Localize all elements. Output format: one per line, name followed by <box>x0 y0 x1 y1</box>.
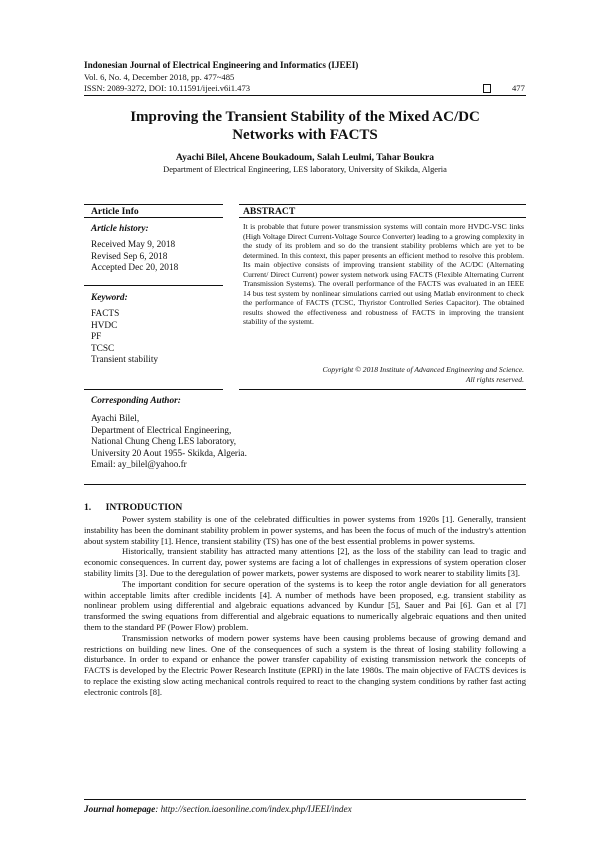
keyword-item: TCSC <box>91 343 115 354</box>
copyright <box>243 365 524 384</box>
abstract-text: It is probable that future power transmission systems will contain more HVDC-VSC links (High Voltage Direct Current-Voltage Source Converter) leading to a growing complexity in the study of its problem and so do the transient stability problems which are yet to be determined. In this context, this paper presents an efficient method to resolve this problem. Its main objective consists of improving transient stability of the AC/DC (Alternating Current/ Direct Current) power system network using FACTS (Flexible Alternating Current Transmission Systems). The overall performance of the FACTS was evaluated in an IEEE 14 bus test system by nonlinear simulations carried out using Matlab environment to check the performance of FACTS (TCSC, Thyristor Controlled Series Capacitor). The obtained results showed the effectiveness and robustness of FACTS in improving the transient stability of the systemt. <box>243 222 524 326</box>
revised-date: Revised Sep 6, 2018 <box>91 251 168 262</box>
accepted-date: Accepted Dec 20, 2018 <box>91 263 179 273</box>
history-label: Article history: <box>91 224 149 234</box>
corr-line: Department of Electrical Engineering, <box>91 424 232 435</box>
issn-doi: ISSN: 2089-3272, DOI: 10.11591/ijeei.v6i1.473 <box>84 83 251 93</box>
keyword-label: Keyword: <box>91 293 128 303</box>
corr-line: University 20 Aout 1955- Skikda, Algeria. <box>91 447 247 458</box>
keyword-item: Transient stability <box>91 355 159 365</box>
info-top-rule <box>84 204 223 205</box>
corr-line: Ayachi Bilel, <box>91 413 140 423</box>
corresponding-address <box>91 413 247 471</box>
corr-line: National Chung Cheng LES laboratory, <box>91 436 237 446</box>
keyword-rule <box>84 285 223 286</box>
volume-info: Vol. 6, No. 4, December 2018, pp. 477~485 <box>84 72 235 82</box>
corr-rule-right <box>239 389 526 390</box>
abstract-sub-rule <box>239 217 526 218</box>
received-date: Received May 9, 2018 <box>91 240 176 250</box>
info-sub-rule <box>84 217 223 218</box>
journal-name: Indonesian Journal of Electrical Engineering and Informatics (IJEEI) <box>84 60 359 70</box>
corresponding-label: Corresponding Author: <box>91 396 181 406</box>
intro-paragraph: Historically, transient stability has attracted many attentions [2], as the loss of the stability can lead to tragic and economic consequences. In current day, power systems are facing a lot of challenges in expressions of system operation closer stability limits [3]. Due to the deregulation of power markets, power systems are disposed to work nearer to stability limits [3]. <box>84 546 526 578</box>
intro-paragraph: Power system stability is one of the celebrated difficulties in power systems from 1920s [1]. Generally, transient instability has been the dominant stability problem in power systems, and has been the focus of much of the industry's attention about system stability [1]. Hence, transient stability (TS) has one of the best essential problems in power systems. <box>84 514 526 546</box>
abstract-heading: ABSTRACT <box>243 206 296 217</box>
header-rule <box>84 95 526 96</box>
paper-title <box>84 108 526 144</box>
homepage-label: Journal homepage <box>84 804 156 814</box>
copyright-line-2: All rights reserved. <box>465 374 524 384</box>
page-icon <box>483 84 491 93</box>
keyword-item: FACTS <box>91 309 120 319</box>
history-dates <box>91 240 178 275</box>
abstract-top-rule <box>239 204 526 205</box>
keyword-item: HVDC <box>91 320 118 331</box>
copyright-line-1: Copyright © 2018 Institute of Advanced Engineering and Science. <box>322 365 524 374</box>
introduction-body <box>84 514 526 698</box>
page-number: 477 <box>512 83 525 93</box>
corr-line: Email: ay_bilel@yahoo.fr <box>91 459 187 469</box>
journal-homepage <box>84 804 352 814</box>
homepage-url[interactable]: : http://section.iaesonline.com/index.php/IJEEI/index <box>155 804 352 814</box>
article-info-heading: Article Info <box>91 206 139 217</box>
corr-bottom-rule <box>84 484 526 485</box>
title-line-1: Improving the Transient Stability of the Mixed AC/DC <box>130 109 480 125</box>
authors: Ayachi Bilel, Ahcene Boukadoum, Salah Leulmi, Tahar Boukra <box>175 152 435 163</box>
affiliation: Department of Electrical Engineering, LES laboratory, University of Skikda, Algeria <box>163 165 447 174</box>
keyword-list <box>91 309 158 367</box>
title-line-2: Networks with FACTS <box>232 127 378 143</box>
keyword-item: PF <box>91 332 102 342</box>
intro-paragraph: Transmission networks of modern power systems have been causing problems because of growing demand and restrictions on building new lines. One of the consequences of such a system is the threat of losing stability following a disturbance. In order to expand or enhance the power transfer capability of existing transmission network the concepts of FACTS is developed by the Electric Power Research Institute (EPRI) in the late 1980s. The main objective of FACTS devices is to replace the existing slow acting mechanical controls required to react to the changing system conditions by rather fast acting electronic controls [8]. <box>84 632 526 697</box>
corr-rule-left <box>84 389 223 390</box>
section-heading-introduction: 1. INTRODUCTION <box>84 502 183 513</box>
intro-paragraph: The important condition for secure operation of the systems is to keep the rotor angle deviation for all generators within acceptable limits after credible incidents [4]. A number of methods have been proposed, e.g. transient stability as nonlinear problem using differential and algebraic equations advanced by Kundur [5], Sauer and Pai [6]. Gan et al [7] transformed the swing equations from differential and algebraic equations to numerically algebraic equations and then united them to the standard PF (Power Flow) problem. <box>84 578 526 632</box>
footer-rule <box>84 799 526 800</box>
